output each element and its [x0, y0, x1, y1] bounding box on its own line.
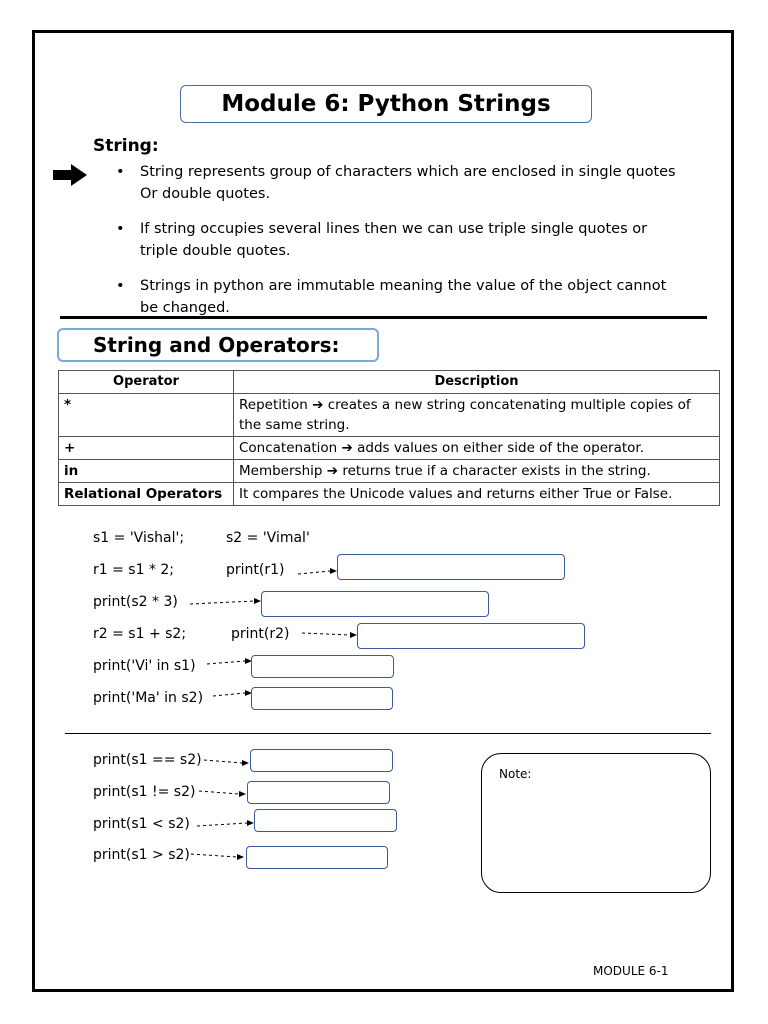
dashed-arrow-icon — [204, 757, 250, 767]
answer-box-neq[interactable] — [247, 781, 390, 804]
table-header-row — [59, 371, 720, 394]
code-print-lt: print(s1 < s2) — [93, 816, 190, 832]
answer-box-r2[interactable] — [357, 623, 585, 649]
column-header: Description — [234, 371, 720, 394]
table-row — [59, 437, 720, 460]
operator-cell: Relational Operators — [59, 483, 234, 506]
note-label: Note: — [499, 767, 532, 781]
dashed-arrow-icon — [298, 568, 338, 578]
code-print-ma-in-s2: print('Ma' in s2) — [93, 690, 204, 706]
operators-heading: String and Operators: — [57, 328, 379, 362]
dashed-arrow-icon — [197, 820, 255, 830]
table-row — [59, 394, 720, 437]
answer-box-lt[interactable] — [254, 809, 397, 832]
code-print-neq: print(s1 != s2) — [93, 784, 196, 800]
answer-box-ma-in-s2[interactable] — [251, 687, 393, 710]
code-s2-definition: s2 = 'Vimal' — [226, 530, 310, 546]
dashed-arrow-icon — [191, 851, 245, 861]
table-row — [59, 483, 720, 506]
note-box[interactable] — [481, 753, 711, 893]
operator-cell: * — [59, 394, 234, 437]
code-r2-definition: r2 = s1 + s2; — [93, 626, 187, 642]
description-cell: Concatenation ➔ adds values on either side of the operator. — [234, 437, 720, 460]
answer-box-r1[interactable] — [337, 554, 565, 580]
answer-box-eq[interactable] — [250, 749, 393, 772]
list-item: • Strings in python are immutable meaning the value of the object cannot be changed. — [116, 276, 696, 319]
code-s1-definition: s1 = 'Vishal'; — [93, 530, 185, 546]
operator-cell: + — [59, 437, 234, 460]
dashed-arrow-icon — [199, 788, 247, 798]
dashed-arrow-icon — [207, 658, 253, 668]
code-print-vi-in-s1: print('Vi' in s1) — [93, 658, 196, 674]
divider — [65, 733, 711, 734]
divider — [60, 316, 707, 319]
page-footer: MODULE 6-1 — [593, 964, 669, 978]
dashed-arrow-icon — [302, 630, 358, 640]
answer-box-s2-times-3[interactable] — [261, 591, 489, 617]
description-cell: Membership ➔ returns true if a character exists in the string. — [234, 460, 720, 483]
operator-cell: in — [59, 460, 234, 483]
code-print-s2-times-3: print(s2 * 3) — [93, 594, 178, 610]
list-item: • String represents group of characters which are enclosed in single quotes Or double quotes. — [116, 162, 696, 205]
string-heading: String: — [93, 136, 159, 156]
list-item: • If string occupies several lines then we can use triple single quotes or triple double quotes. — [116, 219, 696, 262]
string-bullet-list — [116, 162, 696, 333]
code-print-r1: print(r1) — [226, 562, 285, 578]
page-title: Module 6: Python Strings — [180, 85, 592, 123]
code-print-gt: print(s1 > s2) — [93, 847, 190, 863]
dashed-arrow-icon — [190, 598, 262, 608]
code-print-r2: print(r2) — [231, 626, 290, 642]
column-header: Operator — [59, 371, 234, 394]
right-arrow-icon — [53, 164, 87, 186]
code-print-eq: print(s1 == s2) — [93, 752, 202, 768]
dashed-arrow-icon — [213, 690, 253, 700]
description-cell: It compares the Unicode values and returns either True or False. — [234, 483, 720, 506]
answer-box-vi-in-s1[interactable] — [251, 655, 394, 678]
operators-table — [58, 370, 720, 506]
code-r1-definition: r1 = s1 * 2; — [93, 562, 175, 578]
description-cell: Repetition ➔ creates a new string concatenating multiple copies of the same string. — [234, 394, 720, 437]
table-row — [59, 460, 720, 483]
answer-box-gt[interactable] — [246, 846, 388, 869]
